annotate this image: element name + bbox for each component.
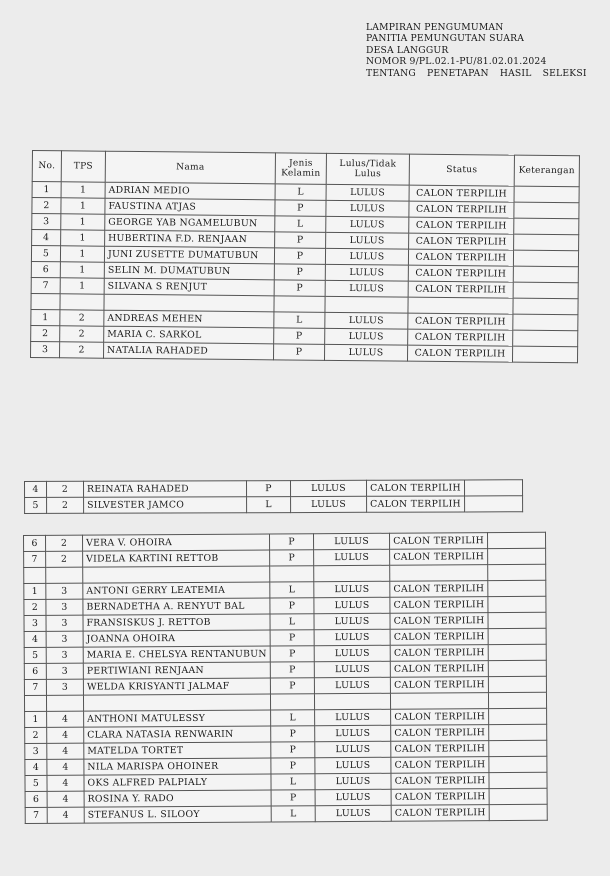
cell-nama: WELDA KRISYANTI JALMAF xyxy=(83,678,270,695)
cell-tps: 3 xyxy=(46,663,83,679)
cell-status: CALON TERPILIH xyxy=(390,549,488,566)
cell-tps: 2 xyxy=(47,481,84,497)
cell-keterangan xyxy=(489,724,547,740)
cell-keterangan xyxy=(464,480,522,496)
cell-no: 5 xyxy=(24,647,46,663)
cell-nama: HUBERTINA F.D. RENJAAN xyxy=(105,230,275,248)
cell-status: CALON TERPILIH xyxy=(390,613,488,630)
cell-nama: SILVANA S RENJUT xyxy=(104,278,274,296)
cell-no: 1 xyxy=(24,583,46,599)
cell-tps: 2 xyxy=(46,535,83,551)
cell-keterangan xyxy=(489,708,547,724)
cell-nama: OKS ALFRED PALPIALY xyxy=(84,774,271,791)
cell-lulus: LULUS xyxy=(291,496,367,512)
cell-no: 1 xyxy=(31,309,60,325)
cell-tps: 2 xyxy=(46,551,83,567)
cell-jenis-kelamin: P xyxy=(247,481,291,497)
cell-jenis-kelamin: P xyxy=(271,742,315,758)
cell-status: CALON TERPILIH xyxy=(408,265,513,282)
cell-no: 2 xyxy=(31,325,60,341)
cell-keterangan xyxy=(488,596,546,612)
cell-no: 7 xyxy=(24,679,46,695)
cell-keterangan xyxy=(488,532,546,548)
results-table-bottom xyxy=(23,532,548,824)
cell-nama: ROSINA Y. RADO xyxy=(84,790,271,807)
cell-nama: MATELDA TORTET xyxy=(84,742,271,759)
cell-keterangan xyxy=(513,266,578,283)
cell-no: 5 xyxy=(31,246,60,262)
cell-keterangan xyxy=(513,314,578,331)
cell-lulus: LULUS xyxy=(314,677,390,693)
cell-lulus: LULUS xyxy=(314,597,390,613)
cell-nama: STEFANUS L. SILOOY xyxy=(84,806,271,823)
cell-tps: 3 xyxy=(46,599,83,615)
cell-status: CALON TERPILIH xyxy=(408,313,513,330)
cell-keterangan xyxy=(489,788,547,804)
cell-no: 4 xyxy=(24,631,46,647)
cell-jenis-kelamin: P xyxy=(275,200,326,216)
cell-no: 5 xyxy=(25,775,47,791)
cell-status: CALON TERPILIH xyxy=(391,789,489,806)
col-header-lulus: Lulus/Tidak Lulus xyxy=(326,153,409,185)
cell-no: 2 xyxy=(32,198,61,214)
cell-no: 5 xyxy=(25,497,47,513)
cell-jenis-kelamin: P xyxy=(270,598,314,614)
cell-status: CALON TERPILIH xyxy=(391,741,489,758)
cell-no: 7 xyxy=(25,807,47,823)
cell-nama: VERA V. OHOIRA xyxy=(83,534,270,551)
cell-tps: 4 xyxy=(47,791,84,807)
cell-no: 1 xyxy=(32,182,61,198)
cell-tps: 3 xyxy=(46,583,83,599)
cell-no: 6 xyxy=(25,791,47,807)
cell-status: CALON TERPILIH xyxy=(390,629,488,646)
cell-lulus: LULUS xyxy=(324,344,407,361)
cell-jenis-kelamin: P xyxy=(271,790,315,806)
cell-no: 2 xyxy=(24,599,46,615)
cell-lulus: LULUS xyxy=(315,725,391,741)
cell-jenis-kelamin: L xyxy=(270,582,314,598)
cell-nama: ADRIAN MEDIO xyxy=(105,182,275,200)
cell-keterangan xyxy=(488,580,546,596)
cell-status: CALON TERPILIH xyxy=(366,480,464,496)
cell-lulus: LULUS xyxy=(315,709,391,725)
cell-keterangan xyxy=(488,548,546,564)
cell-tps: 3 xyxy=(46,679,83,695)
cell-nama: CLARA NATASIA RENWARIN xyxy=(84,726,271,743)
cell-lulus: LULUS xyxy=(315,789,391,805)
cell-keterangan xyxy=(489,772,547,788)
cell-keterangan xyxy=(514,218,579,235)
cell-status: CALON TERPILIH xyxy=(390,597,488,614)
cell-lulus: LULUS xyxy=(314,581,390,597)
cell-lulus: LULUS xyxy=(325,280,408,297)
cell-keterangan xyxy=(512,346,577,363)
cell-keterangan xyxy=(489,740,547,756)
cell-status: CALON TERPILIH xyxy=(390,661,488,678)
document-header xyxy=(366,22,596,79)
cell-jenis-kelamin: P xyxy=(274,280,325,296)
cell-no: 6 xyxy=(24,535,46,551)
cell-status: CALON TERPILIH xyxy=(409,201,514,218)
cell-lulus: LULUS xyxy=(326,200,409,217)
cell-tps: 1 xyxy=(60,246,104,262)
cell-nama: FRANSISKUS J. RETTOB xyxy=(83,614,270,631)
cell-jenis-kelamin: P xyxy=(271,758,315,774)
cell-keterangan xyxy=(465,496,523,512)
cell-lulus: LULUS xyxy=(325,248,408,265)
cell-jenis-kelamin: L xyxy=(247,497,291,513)
cell-tps: 1 xyxy=(60,278,104,294)
cell-jenis-kelamin: P xyxy=(270,678,314,694)
cell-keterangan xyxy=(489,804,547,820)
col-header-nama: Nama xyxy=(105,151,275,184)
col-header-jenis-kelamin: Jenis Kelamin xyxy=(275,153,326,184)
col-header-keterangan: Keterangan xyxy=(514,155,579,187)
cell-status: CALON TERPILIH xyxy=(409,217,514,234)
cell-status: CALON TERPILIH xyxy=(409,233,514,250)
cell-lulus: LULUS xyxy=(315,773,391,789)
cell-tps: 1 xyxy=(61,182,105,198)
cell-nama: PERTIWIANI RENJAAN xyxy=(83,662,270,679)
cell-jenis-kelamin: P xyxy=(273,344,324,360)
cell-nama: MARIA E. CHELSYA RENTANUBUN xyxy=(83,646,270,663)
cell-lulus: LULUS xyxy=(291,480,367,496)
cell-status: CALON TERPILIH xyxy=(408,329,513,346)
cell-jenis-kelamin: P xyxy=(270,630,314,646)
header-line-nomor: NOMOR 9/PL.02.1-PU/81.02.01.2024 xyxy=(366,56,547,68)
cell-status: CALON TERPILIH xyxy=(409,185,514,202)
cell-status: CALON TERPILIH xyxy=(390,645,488,662)
cell-no: 4 xyxy=(25,481,47,497)
cell-status: CALON TERPILIH xyxy=(407,345,512,362)
cell-no: 1 xyxy=(25,711,47,727)
cell-status: CALON TERPILIH xyxy=(390,581,488,598)
cell-nama: NATALIA RAHADED xyxy=(104,342,274,360)
cell-no: 7 xyxy=(24,551,46,567)
cell-tps: 1 xyxy=(61,230,105,246)
cell-tps: 2 xyxy=(60,326,104,342)
cell-lulus: LULUS xyxy=(315,741,391,757)
cell-jenis-kelamin: P xyxy=(274,248,325,264)
cell-nama: SELIN M. DUMATUBUN xyxy=(104,262,274,280)
cell-jenis-kelamin: P xyxy=(274,264,325,280)
cell-nama: VIDELA KARTINI RETTOB xyxy=(83,550,270,567)
cell-tps: 2 xyxy=(60,310,104,326)
cell-tps: 4 xyxy=(47,727,84,743)
col-header-no: No. xyxy=(32,151,61,182)
cell-lulus: LULUS xyxy=(314,661,390,677)
cell-lulus: LULUS xyxy=(314,533,390,549)
cell-tps: 1 xyxy=(60,262,104,278)
cell-tps: 4 xyxy=(47,743,84,759)
cell-no: 6 xyxy=(24,663,46,679)
cell-keterangan xyxy=(513,250,578,267)
cell-keterangan xyxy=(513,282,578,299)
cell-status: CALON TERPILIH xyxy=(367,496,465,512)
cell-keterangan xyxy=(489,756,547,772)
cell-keterangan xyxy=(514,186,579,203)
header-line-desa: DESA LANGGUR xyxy=(366,44,449,56)
cell-jenis-kelamin: P xyxy=(271,726,315,742)
cell-no: 3 xyxy=(32,214,61,230)
cell-tps: 1 xyxy=(61,198,105,214)
cell-tps: 2 xyxy=(47,497,84,513)
cell-lulus: LULUS xyxy=(314,549,390,565)
cell-lulus: LULUS xyxy=(326,232,409,249)
cell-keterangan xyxy=(514,202,579,219)
cell-no: 3 xyxy=(24,615,46,631)
cell-lulus: LULUS xyxy=(326,184,409,201)
cell-jenis-kelamin: P xyxy=(270,534,314,550)
results-table-middle xyxy=(24,479,523,514)
table-row xyxy=(25,480,523,498)
cell-lulus: LULUS xyxy=(314,613,390,629)
cell-no: 6 xyxy=(31,261,60,277)
cell-nama: JUNI ZUSETTE DUMATUBUN xyxy=(104,246,274,264)
header-line-panitia: PANITIA PEMUNGUTAN SUARA xyxy=(366,33,525,45)
cell-jenis-kelamin: L xyxy=(274,312,325,328)
cell-no: 2 xyxy=(25,727,47,743)
cell-keterangan xyxy=(488,660,546,676)
cell-tps: 2 xyxy=(60,342,104,358)
cell-nama: ANTONI GERRY LEATEMIA xyxy=(83,582,270,599)
cell-lulus: LULUS xyxy=(325,312,408,329)
table-row xyxy=(25,496,523,514)
cell-lulus: LULUS xyxy=(314,645,390,661)
cell-jenis-kelamin: L xyxy=(271,774,315,790)
cell-status: CALON TERPILIH xyxy=(390,533,488,550)
cell-no: 3 xyxy=(31,341,60,357)
results-table-page-top xyxy=(30,150,580,363)
header-line-tentang: TENTANG PENETAPAN HASIL SELEKSI xyxy=(366,67,587,79)
cell-jenis-kelamin: P xyxy=(274,328,325,344)
cell-no: 4 xyxy=(32,230,61,246)
cell-no: 4 xyxy=(25,759,47,775)
cell-keterangan xyxy=(488,612,546,628)
col-header-tps: TPS xyxy=(61,151,105,182)
cell-jenis-kelamin: L xyxy=(271,806,315,822)
header-line-lampiran: LAMPIRAN PENGUMUMAN xyxy=(366,22,504,33)
cell-jenis-kelamin: P xyxy=(270,550,314,566)
cell-jenis-kelamin: L xyxy=(270,614,314,630)
cell-nama: REINATA RAHADED xyxy=(84,481,247,498)
cell-lulus: LULUS xyxy=(325,264,408,281)
cell-nama: NILA MARISPA OHOINER xyxy=(84,758,271,775)
cell-status: CALON TERPILIH xyxy=(408,249,513,266)
cell-tps: 1 xyxy=(61,214,105,230)
cell-no: 3 xyxy=(25,743,47,759)
cell-lulus: LULUS xyxy=(315,757,391,773)
cell-jenis-kelamin: P xyxy=(275,232,326,248)
cell-jenis-kelamin: L xyxy=(275,216,326,232)
cell-jenis-kelamin: L xyxy=(275,184,326,200)
cell-nama: SILVESTER JAMCO xyxy=(84,497,247,514)
cell-tps: 3 xyxy=(46,647,83,663)
cell-nama: BERNADETHA A. RENYUT BAL xyxy=(83,598,270,615)
cell-status: CALON TERPILIH xyxy=(391,709,489,726)
cell-nama: ANTHONI MATULESSY xyxy=(84,710,271,727)
cell-status: CALON TERPILIH xyxy=(391,725,489,742)
cell-keterangan xyxy=(488,644,546,660)
cell-tps: 4 xyxy=(47,775,84,791)
cell-lulus: LULUS xyxy=(326,216,409,233)
cell-tps: 4 xyxy=(47,711,84,727)
cell-lulus: LULUS xyxy=(315,805,391,821)
cell-status: CALON TERPILIH xyxy=(391,805,489,822)
cell-lulus: LULUS xyxy=(314,629,390,645)
cell-jenis-kelamin: P xyxy=(270,662,314,678)
cell-keterangan xyxy=(513,330,578,347)
cell-jenis-kelamin: L xyxy=(271,710,315,726)
cell-tps: 4 xyxy=(47,759,84,775)
cell-no: 7 xyxy=(31,277,60,293)
cell-status: CALON TERPILIH xyxy=(408,281,513,298)
cell-keterangan xyxy=(514,234,579,251)
cell-keterangan xyxy=(488,628,546,644)
cell-nama: ANDREAS MEHEN xyxy=(104,310,274,328)
cell-nama: FAUSTINA ATJAS xyxy=(105,198,275,216)
cell-tps: 4 xyxy=(47,807,84,823)
cell-tps: 3 xyxy=(46,615,83,631)
cell-lulus: LULUS xyxy=(325,328,408,345)
col-header-status: Status xyxy=(409,154,514,186)
cell-nama: JOANNA OHOIRA xyxy=(83,630,270,647)
cell-tps: 3 xyxy=(46,631,83,647)
cell-status: CALON TERPILIH xyxy=(391,773,489,790)
cell-keterangan xyxy=(488,676,546,692)
cell-nama: MARIA C. SARKOL xyxy=(104,326,274,344)
cell-jenis-kelamin: P xyxy=(270,646,314,662)
cell-status: CALON TERPILIH xyxy=(390,677,488,694)
cell-nama: GEORGE YAB NGAMELUBUN xyxy=(105,214,275,232)
table-row xyxy=(25,804,547,823)
cell-status: CALON TERPILIH xyxy=(391,757,489,774)
